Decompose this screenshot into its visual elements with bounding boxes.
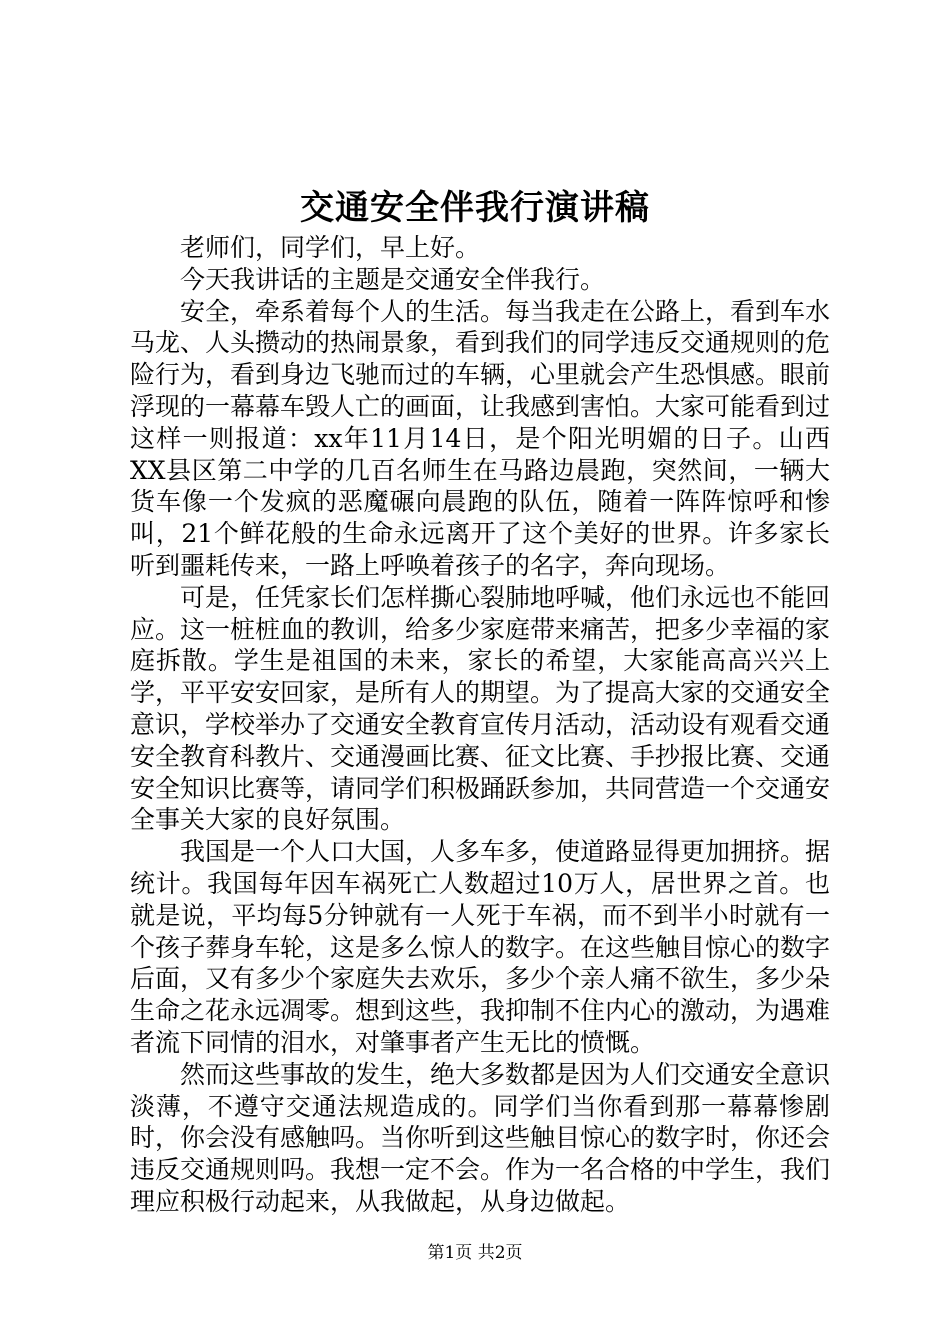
paragraph-greeting: 老师们，同学们，早上好。 — [180, 233, 481, 262]
paragraph-topic: 今天我讲话的主题是交通安全伴我行。 — [180, 264, 606, 294]
document-body — [130, 232, 830, 1218]
paragraph-safety-story: 安全，牵系着每个人的生活。每当我走在公路上，看到车水马龙、人头攒动的热闹景象，看到我们的同学违反交通规则的危险行为，看到身边飞驰而过的车辆，心里就会产生恐惧感。眼前浮现的一幕幕车毁人亡的画面，让我感到害怕。大家可能看到过这样一则报道：xx年11月14日，是个阳光明媚的日子。山西XX县区第二中学的几百名师生在马路边晨跑，突然间，一辆大货车像一个发疯的恶魔碾向晨跑的队伍，随着一阵阵惊呼和惨叫，21个鲜花般的生命永远离开了这个美好的世界。许多家长听到噩耗传来，一路上呼唤着孩子的名字，奔向现场。 — [130, 296, 831, 580]
paragraph-lessons: 可是，任凭家长们怎样撕心裂肺地呼喊，他们永远也不能回应。这一桩桩血的教训，给多少家庭带来痛苦，把多少幸福的家庭拆散。学生是祖国的未来，家长的希望，大家能高高兴兴上学，平平安安回家，是所有人的期望。为了提高大家的交通安全意识，学校举办了交通安全教育宣传月活动，活动设有观看交通安全教育科教片、交通漫画比赛、征文比赛、手抄报比赛、交通安全知识比赛等，请同学们积极踊跃参加，共同营造一个交通安全事关大家的良好氛围。 — [130, 582, 831, 835]
document-title: 交通安全伴我行演讲稿 — [300, 188, 650, 228]
paragraph-call-to-action: 然而这些事故的发生，绝大多数都是因为人们交通安全意识淡薄，不遵守交通法规造成的。同学们当你看到那一幕幕惨剧时，你会没有感触吗。当你听到这些触目惊心的数字时，你还会违反交通规则吗。我想一定不会。作为一名合格的中学生，我们理应积极行动起来，从我做起，从身边做起。 — [130, 1059, 831, 1216]
page-number-footer: 第1页 共2页 — [427, 1243, 523, 1263]
paragraph-statistics: 我国是一个人口大国，人多车多，使道路显得更加拥挤。据统计。我国每年因车祸死亡人数超过10万人，居世界之首。也就是说，平均每5分钟就有一人死于车祸，而不到半小时就有一个孩子葬身车轮，这是多么惊人的数字。在这些触目惊心的数字后面，又有多少个家庭失去欢乐，多少个亲人痛不欲生，多少朵生命之花永远凋零。想到这些，我抑制不住内心的激动，为遇难者流下同情的泪水，对肇事者产生无比的愤慨。 — [130, 837, 831, 1057]
